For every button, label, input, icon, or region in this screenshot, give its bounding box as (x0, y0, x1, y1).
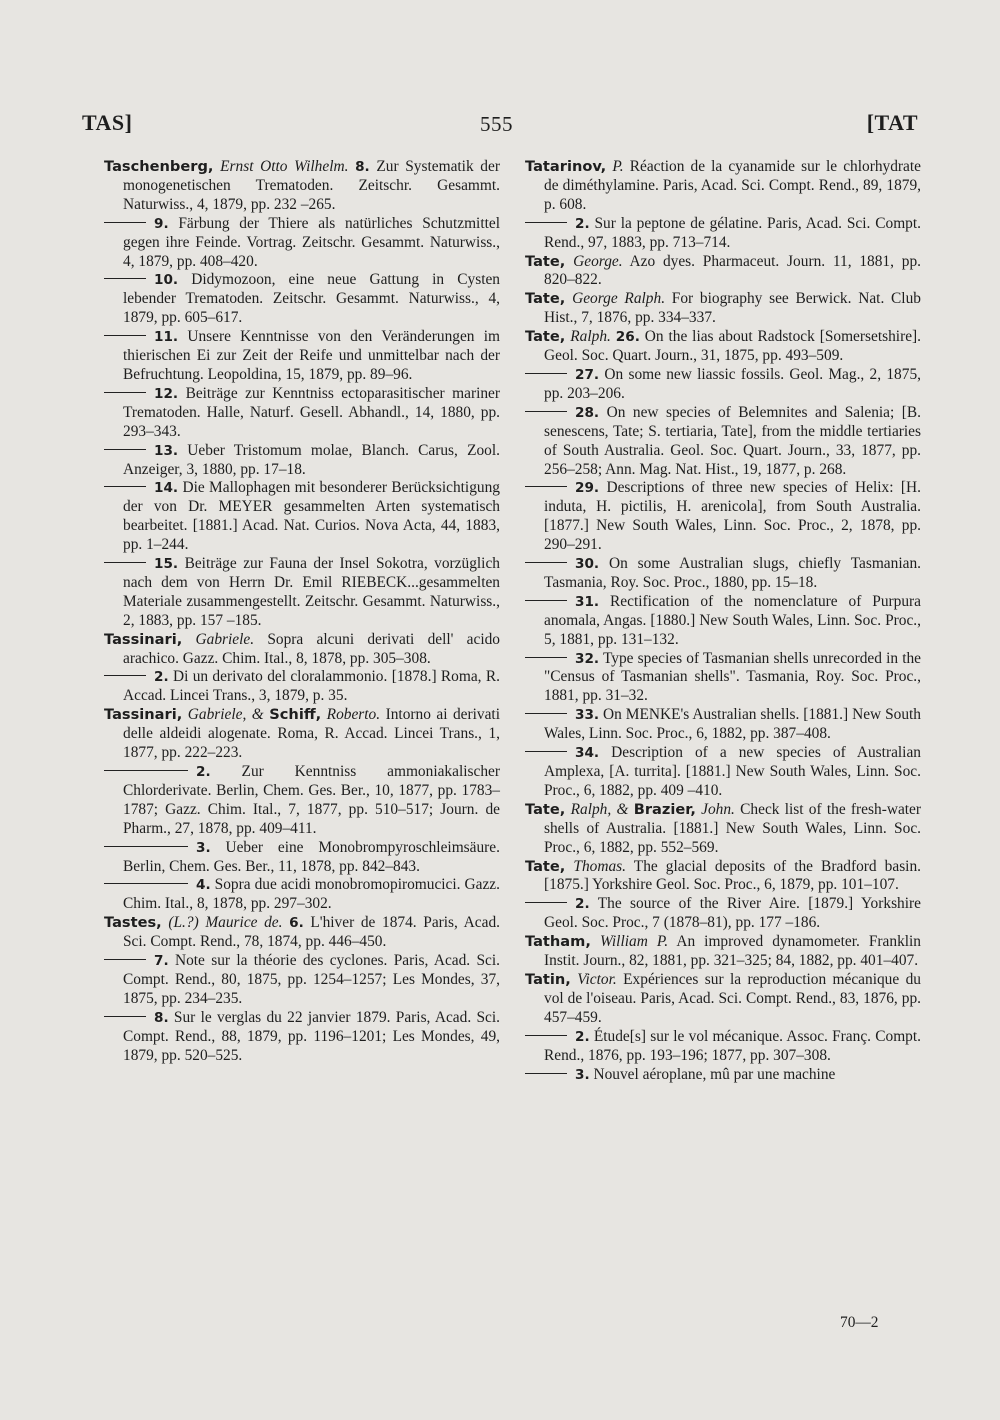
author-surname: Tassinari, (104, 706, 183, 724)
author-surname: Taschenberg, (104, 158, 214, 175)
entry-number: 8. (154, 1009, 169, 1026)
author-surname: Tastes, (104, 914, 162, 932)
entry-text: The glacial deposits of the Bradford basin. [1875.] Yorkshire Geol. Soc. Proc., 6, 1879, pp. 101–107. (544, 857, 921, 894)
entry-number: 14. (154, 480, 179, 497)
entry-text: Beiträge zur Fauna der Insel Sokotra, vorzüglich nach dem von Herrn Dr. Emil RIEBECK...gesammelten Materiale zusammengestellt. Zeitschr. Gesammt. Naturwiss., 2, 1883, pp. 157 –185. (123, 555, 500, 629)
entry-number: 2. (575, 896, 590, 913)
ditto-dash (104, 883, 188, 884)
ditto-dash (104, 770, 188, 771)
author-surname: Tatin, (525, 970, 571, 988)
bibliography-entry (525, 555, 921, 593)
coauthor-forenames: Roberto. (326, 706, 381, 724)
author-surname: Tate, (525, 290, 566, 308)
entry-number: 4. (196, 877, 211, 894)
bibliography-entry (525, 650, 921, 707)
author-forenames: George Ralph. (572, 290, 666, 308)
author-surname: Tassinari, (104, 630, 183, 648)
ditto-dash (104, 846, 188, 847)
bibliography-entry (525, 479, 921, 555)
entry-number: 7. (154, 953, 169, 970)
entry-text: Intorno ai derivati delle aldeidi alogenate. Roma, R. Accad. Lincei Trans., 1, 1877, pp. 222–223. (123, 706, 500, 762)
left-column (104, 158, 500, 1066)
bibliography-entry (525, 404, 921, 480)
entry-number: 2. (575, 1028, 590, 1045)
author-forenames: Ernst Otto Wilhelm. (220, 158, 349, 175)
entry-text: For biography see Berwick. Nat. Club Hist., 7, 1876, pp. 334–337. (544, 290, 921, 327)
entry-text: The source of the River Aire. [1879.] Yorkshire Geol. Soc. Proc., 7 (1878–81), pp. 177 –186. (544, 895, 921, 932)
entry-text: Färbung der Thiere als natürliches Schutzmittel gegen ihre Feinde. Vortrag. Zeitschr. Gesammt. Naturwiss., 4, 1879, pp. 408–420. (123, 214, 500, 270)
ditto-dash (525, 657, 567, 658)
bibliography-entry (104, 631, 500, 669)
author-surname: Tatarinov, (525, 158, 607, 175)
bibliography-entry (525, 933, 921, 971)
bibliography-entry (104, 763, 500, 839)
bibliography-entry (104, 668, 500, 706)
ditto-dash (104, 959, 146, 960)
entry-text: Descriptions of three new species of Helix: [H. induta, H. pictilis, H. arenicola], from South Australia. [1877.] New South Wales, Linn. Soc. Proc., 2, 1878, pp. 290–291. (544, 479, 921, 554)
bibliography-entry (525, 328, 921, 366)
bibliography-entry (104, 271, 500, 328)
right-column (525, 158, 921, 1084)
bibliography-entry (525, 1028, 921, 1066)
entry-text: Type species of Tasmanian shells unrecorded in the "Census of Tasmanian shells". Tasmania, Roy. Soc. Proc., 1881, pp. 31–32. (544, 649, 921, 705)
bibliography-entry (525, 253, 921, 291)
ditto-dash (104, 675, 146, 676)
bibliography-entry (525, 706, 921, 744)
entry-text: Zur Kenntniss ammoniakalischer Chlorderivate. Berlin, Chem. Ges. Ber., 10, 1877, pp. 1783–1787; Gazz. Chim. Ital., 7, 1877, pp. 510–517; Journ. de Pharm., 27, 1878, pp. 409–411. (123, 763, 500, 837)
entry-number: 13. (154, 442, 179, 459)
ditto-dash (104, 562, 146, 563)
bibliography-entry (525, 1066, 921, 1085)
bibliography-entry (525, 895, 921, 933)
entry-text: Note sur la théorie des cyclones. Paris, Acad. Sci. Compt. Rend., 80, 1875, pp. 1254–1257; Les Mondes, 37, 1875, pp. 234–235. (123, 952, 500, 1007)
entry-text: Die Mallophagen mit besonderer Berücksichtigung der von Dr. MEYER gesammelten Arten systematisch bearbeitet. [1881.] Acad. Nat. Curios. Nova Acta, 44, 1883, pp. 1–244. (123, 479, 500, 554)
bibliography-entry (104, 215, 500, 272)
author-forenames: Ralph. (570, 328, 611, 346)
entry-number: 3. (196, 839, 211, 856)
entry-number: 29. (575, 480, 600, 497)
entry-number: 28. (575, 404, 600, 421)
ditto-dash (525, 411, 567, 412)
entry-text: Beiträge zur Kenntniss ectoparasitischer mariner Trematoden. Halle, Naturf. Gesell. Abhandl., 14, 1880, pp. 293–343. (123, 384, 500, 440)
bibliography-entry (104, 839, 500, 877)
ditto-dash (525, 1073, 567, 1074)
ditto-dash (104, 222, 146, 223)
entry-text: Sur le verglas du 22 janvier 1879. Paris, Acad. Sci. Compt. Rend., 88, 1879, pp. 1196–1201; Les Mondes, 49, 1879, pp. 520–525. (123, 1008, 500, 1064)
author-forenames: George. (573, 252, 623, 270)
entry-text: Sopra alcuni derivati dell' acido arachico. Gazz. Chim. Ital., 8, 1878, pp. 305–308. (123, 630, 500, 667)
bibliography-entry (104, 328, 500, 385)
ditto-dash (104, 449, 146, 450)
author-forenames: Ralph, & (570, 800, 634, 818)
entry-text: An improved dynamometer. Franklin Instit. Journ., 82, 1881, pp. 321–325; 84, 1882, pp. 401–407. (544, 933, 922, 970)
entry-number: 9. (154, 215, 169, 232)
entry-number: 12. (154, 385, 179, 402)
author-forenames: Thomas. (573, 857, 627, 875)
bibliography-entry (104, 158, 500, 215)
author-forenames: (L.?) Maurice de. (168, 914, 283, 932)
entry-number: 3. (575, 1066, 590, 1083)
entry-text: Azo dyes. Pharmaceut. Journ. 11, 1881, pp. 820–822. (544, 252, 921, 289)
author-forenames: William P. (599, 933, 669, 951)
entry-number: 6. (289, 915, 304, 932)
ditto-dash (525, 600, 567, 601)
entry-number: 2. (154, 669, 169, 686)
entry-text: Didymozoon, eine neue Gattung in Cysten lebender Trematoden. Zeitschr. Gesammt. Naturwiss., 4, 1879, pp. 605–617. (123, 271, 500, 327)
entry-text: Ueber eine Monobrompyroschleimsäure. Berlin, Chem. Ges. Ber., 11, 1878, pp. 842–843. (123, 838, 500, 875)
bibliography-entry (104, 1009, 500, 1066)
ditto-dash (525, 222, 567, 223)
entry-text: Nouvel aéroplane, mû par une machine (593, 1065, 836, 1083)
entry-text: Expériences sur la reproduction mécanique du vol de l'oiseau. Paris, Acad. Sci. Compt. Rend., 83, 1876, pp. 457–459. (544, 970, 921, 1026)
entry-text: On MENKE's Australian shells. [1881.] New South Wales, Linn. Soc. Proc., 6, 1882, pp. 387–408. (544, 706, 921, 743)
entry-text: Check list of the fresh-water shells of Australia. [1881.] New South Wales, Linn. Soc. Proc., 6, 1882, pp. 552–569. (544, 800, 922, 856)
ditto-dash (104, 486, 146, 487)
entry-number: 32. (575, 650, 600, 667)
bibliography-entry (525, 801, 921, 858)
bibliography-entry (104, 555, 500, 631)
bibliography-entry (525, 971, 921, 1028)
entry-number: 15. (154, 556, 179, 573)
bibliography-entry (525, 858, 921, 896)
bibliography-entry (104, 479, 500, 555)
entry-text: Di un derivato del cloralammonio. [1878.] Roma, R. Accad. Lincei Trans., 3, 1879, p. 35. (123, 668, 500, 705)
entry-text: Ueber Tristomum molae, Blanch. Carus, Zool. Anzeiger, 3, 1880, pp. 17–18. (123, 441, 500, 478)
author-surname: Tate, (525, 800, 566, 818)
entry-text: Sur la peptone de gélatine. Paris, Acad. Sci. Compt. Rend., 97, 1883, pp. 713–714. (544, 214, 921, 251)
entry-text: On some new liassic fossils. Geol. Mag., 2, 1875, pp. 203–206. (544, 365, 921, 402)
ditto-dash (104, 335, 146, 336)
bibliography-entry (525, 158, 921, 215)
page-number: 555 (480, 112, 513, 136)
bibliography-entry (525, 215, 921, 253)
running-head-right: [TAT (866, 110, 918, 135)
entry-text: On the lias about Radstock [Somersetshire]. Geol. Soc. Quart. Journ., 31, 1875, pp. 493–509. (544, 328, 921, 365)
entry-number: 11. (154, 329, 179, 346)
author-forenames: Victor. (577, 970, 617, 988)
bibliography-entry (525, 593, 921, 650)
running-head-left: TAS] (82, 110, 133, 135)
bibliography-entry (525, 366, 921, 404)
bibliography-entry (104, 914, 500, 952)
entry-number: 27. (575, 366, 600, 383)
entry-text: Réaction de la cyanamide sur le chlorhydrate de diméthylamine. Paris, Acad. Sci. Compt. Rend., 89, 1879, p. 608. (544, 158, 921, 213)
entry-text: Rectification of the nomenclature of Purpura anomala, Angas. [1880.] New South Wales, Linn. Soc. Proc., 5, 1881, pp. 131–132. (544, 592, 921, 648)
entry-text: Sopra due acidi monobromopiromucici. Gazz. Chim. Ital., 8, 1878, pp. 297–302. (123, 876, 500, 913)
coauthor-forenames: John. (701, 800, 735, 818)
ditto-dash (104, 392, 146, 393)
ditto-dash (104, 1016, 146, 1017)
bibliography-entry (104, 876, 500, 914)
bibliography-entry (525, 290, 921, 328)
author-surname: Tate, (525, 857, 566, 875)
bibliography-entry (104, 706, 500, 763)
ditto-dash (525, 713, 567, 714)
entry-number: 33. (575, 707, 600, 724)
bibliography-entry (104, 952, 500, 1009)
entry-number: 30. (575, 556, 600, 573)
entry-number: 34. (575, 745, 600, 762)
entry-text: Description of a new species of Australian Amplexa, [A. turrita]. [1881.] New South Wales, Linn. Soc. Proc., 6, 1882, pp. 409 –410. (544, 744, 921, 799)
author-surname: Tate, (525, 328, 566, 346)
signature-mark: 70—2 (840, 1314, 879, 1331)
entry-text: Unsere Kenntnisse von den Veränderungen im thierischen Ei zur Zeit der Reife und unmittelbar nach der Befruchtung. Leopoldina, 15, 1879, pp. 89–96. (123, 328, 500, 383)
ditto-dash (525, 902, 567, 903)
entry-number: 2. (196, 764, 211, 780)
entry-text: On new species of Belemnites and Salenia; [B. senescens, Tate; S. tertiaria, Tate], from the middle tertiaries of South Australia. Geol. Soc. Quart. Journ., 33, 1877, pp. 256–258; Ann. Mag. Nat. Hist., 19, 1877, p. 268. (544, 403, 921, 478)
entry-number: 8. (355, 159, 370, 175)
author-surname: Tatham, (525, 933, 591, 951)
author-surname: Tate, (525, 252, 566, 270)
author-forenames: P. (612, 158, 624, 175)
ditto-dash (525, 1035, 567, 1036)
coauthor-surname: Schiff, (269, 706, 322, 724)
entry-number: 2. (575, 215, 590, 232)
author-forenames: Gabriele, & (187, 706, 270, 724)
coauthor-surname: Brazier, (633, 800, 696, 818)
ditto-dash (104, 278, 146, 279)
bibliography-entry (104, 385, 500, 442)
author-forenames: Gabriele. (195, 630, 255, 648)
ditto-dash (525, 751, 567, 752)
entry-text: L'hiver de 1874. Paris, Acad. Sci. Compt. Rend., 78, 1874, pp. 446–450. (123, 914, 500, 951)
ditto-dash (525, 373, 567, 374)
entry-text: On some Australian slugs, chiefly Tasmanian. Tasmania, Roy. Soc. Proc., 1880, pp. 15–18. (544, 555, 921, 591)
bibliography-entry (104, 442, 500, 480)
entry-number: 26. (615, 329, 640, 346)
entry-number: 31. (575, 593, 600, 610)
entry-text: Étude[s] sur le vol mécanique. Assoc. Franç. Compt. Rend., 1876, pp. 193–196; 1877, pp. 307–308. (544, 1027, 921, 1064)
ditto-dash (525, 562, 567, 563)
entry-number: 10. (154, 272, 179, 289)
ditto-dash (525, 486, 567, 487)
bibliography-entry (525, 744, 921, 801)
entry-text: Zur Systematik der monogenetischen Trematoden. Zeitschr. Gesammt. Naturwiss., 4, 1879, pp. 232 –265. (123, 158, 500, 213)
